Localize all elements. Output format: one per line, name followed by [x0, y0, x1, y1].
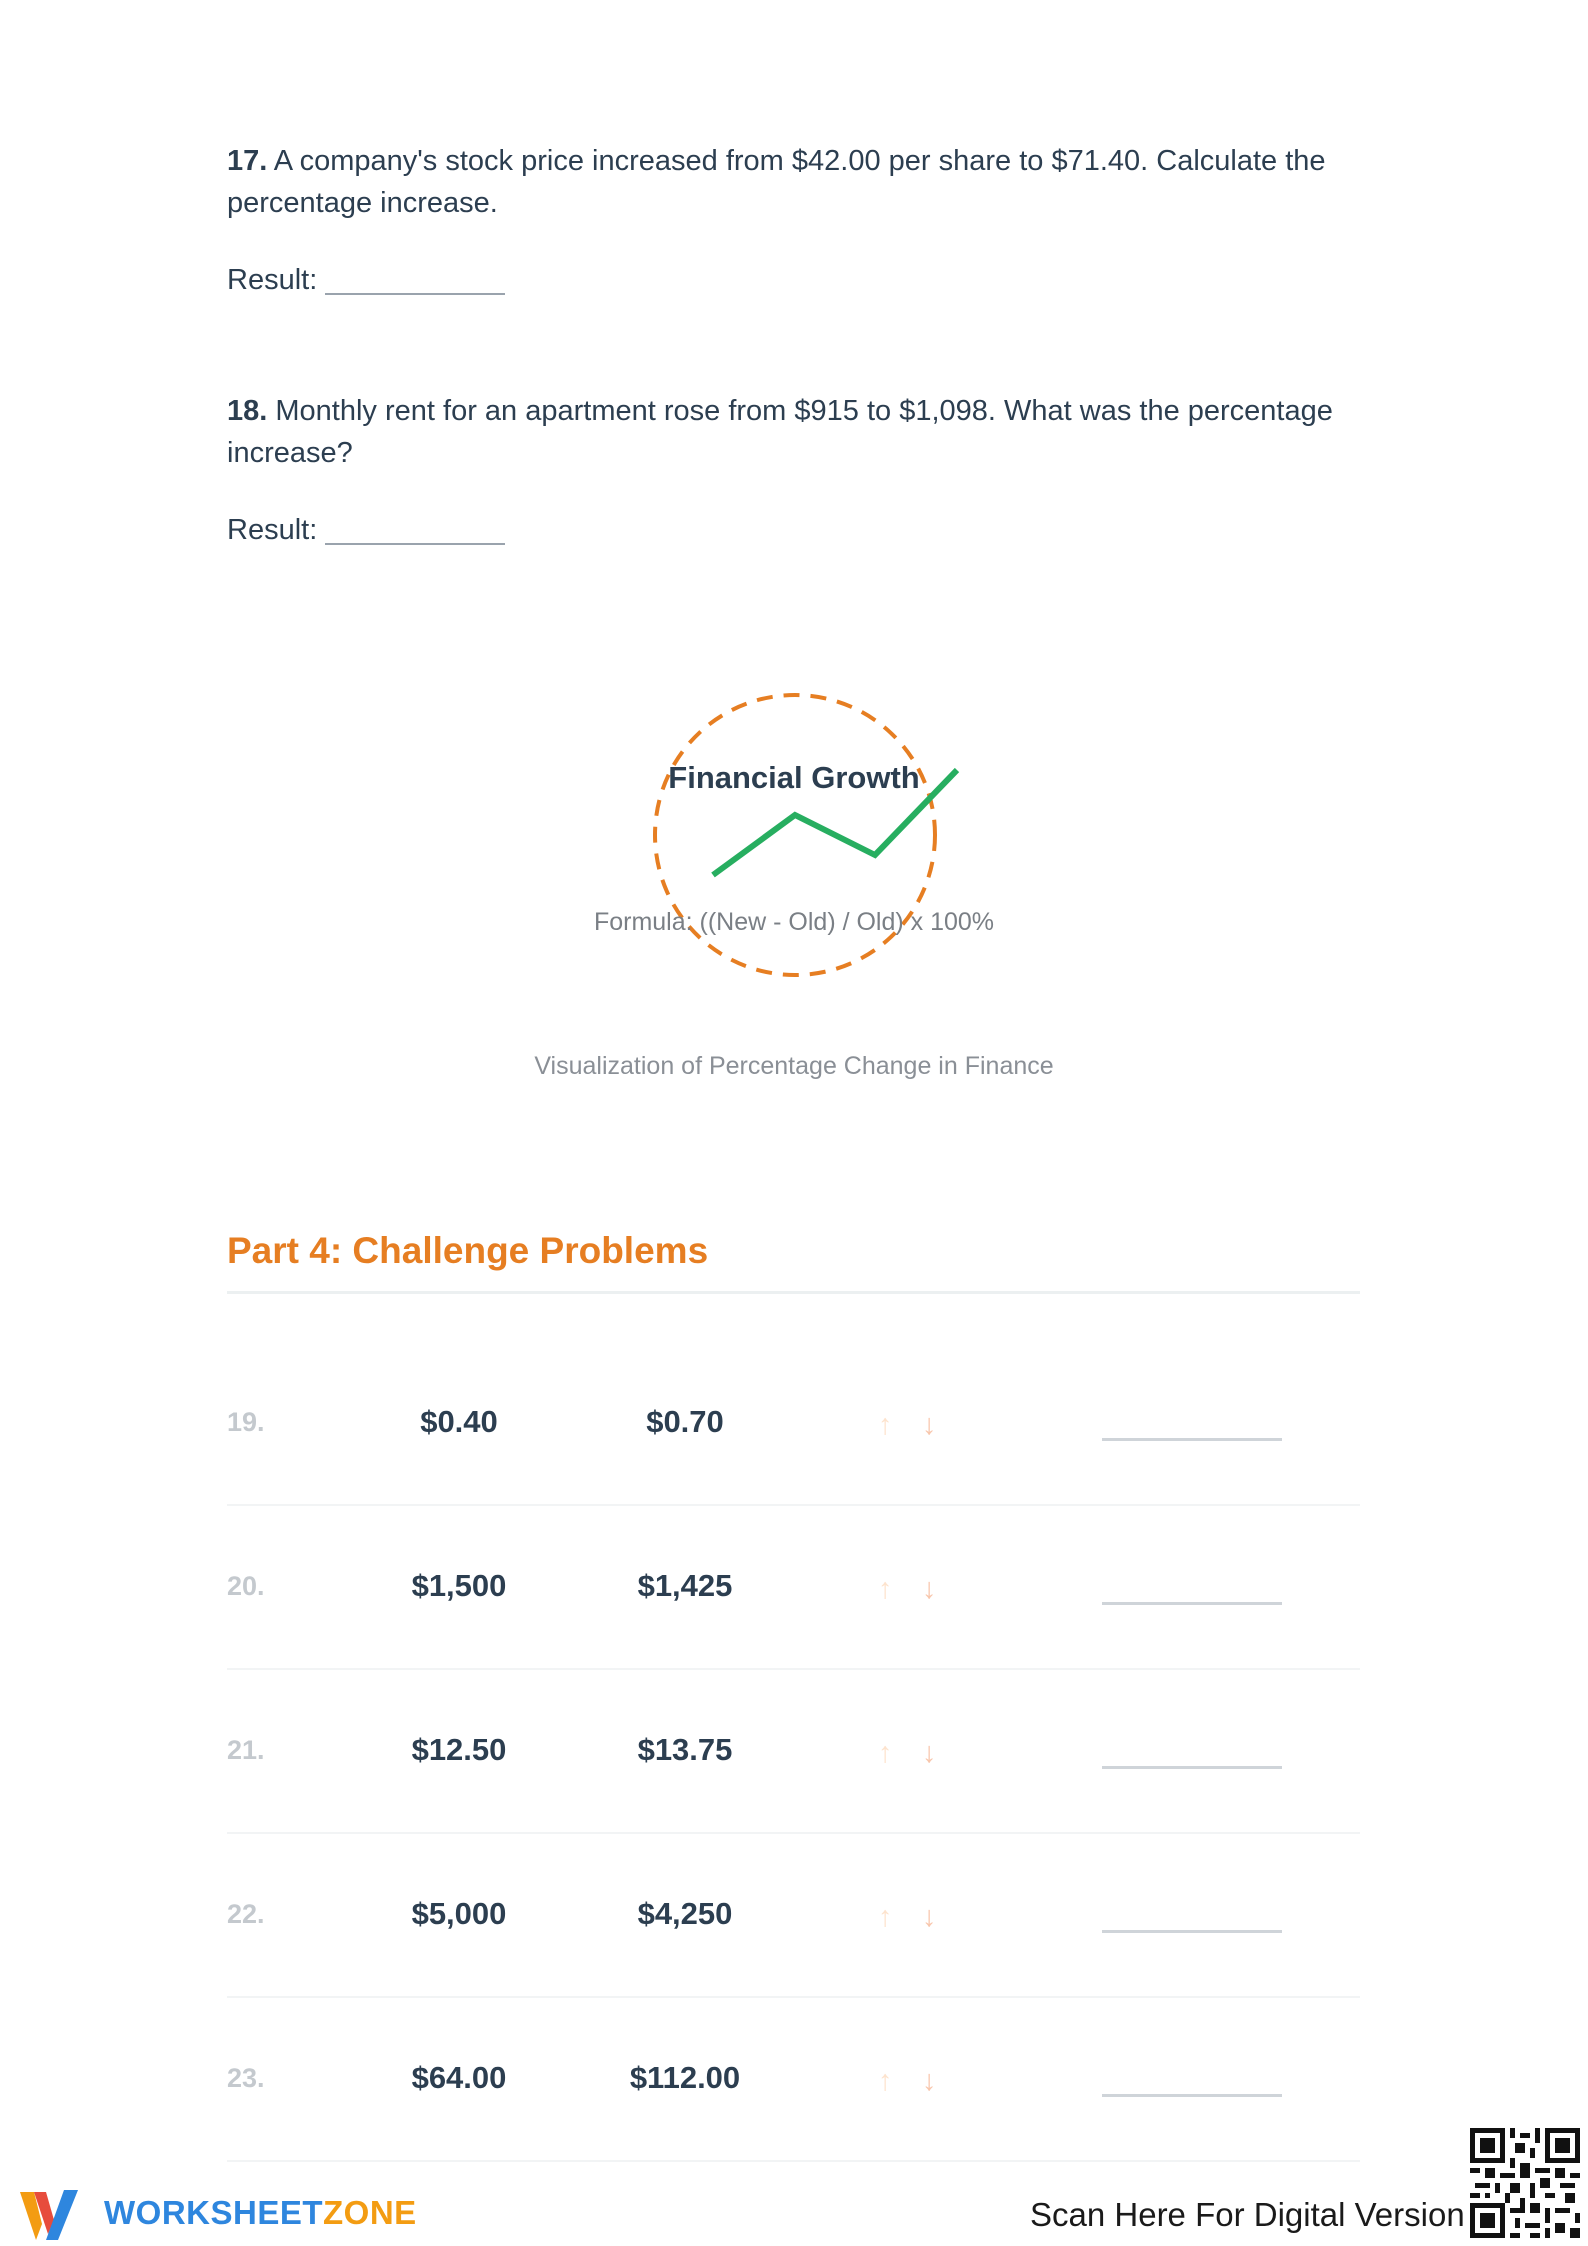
answer-line[interactable] — [1102, 2094, 1282, 2097]
arrow-down-icon[interactable]: ↓ — [922, 1409, 937, 1441]
new-value: $0.70 — [646, 1404, 724, 1439]
row-number: 23. — [227, 2063, 265, 2093]
growth-illustration — [0, 680, 1588, 1000]
arrow-up-icon[interactable]: ↑ — [878, 1573, 893, 1605]
row-number: 19. — [227, 1407, 265, 1437]
new-value: $1,425 — [637, 1568, 733, 1603]
new-value: $112.00 — [629, 2060, 741, 2095]
result-label: Result: — [227, 514, 318, 546]
financial-growth-graphic — [0, 680, 1588, 1000]
question-17 — [227, 140, 1367, 224]
qr-code-icon[interactable] — [1470, 2128, 1580, 2238]
table-row — [227, 1340, 1360, 1506]
table-row — [227, 1504, 1360, 1670]
result-18 — [227, 512, 505, 548]
new-value: $4,250 — [637, 1896, 733, 1931]
arrow-down-icon[interactable]: ↓ — [922, 1737, 937, 1769]
question-number: 17. — [227, 145, 268, 177]
old-value: $64.00 — [411, 2060, 507, 2095]
result-17 — [227, 262, 505, 298]
table-row — [227, 1996, 1360, 2162]
graphic-formula: Formula: ((New - Old) / Old) x 100% — [593, 908, 995, 936]
result-label: Result: — [227, 264, 318, 296]
section-title: Part 4: Challenge Problems — [227, 1230, 709, 1271]
table-row — [227, 1832, 1360, 1998]
question-text: A company's stock price increased from $42.00 per share to $71.40. Calculate the percentage increase. — [227, 145, 1326, 219]
row-number: 20. — [227, 1571, 265, 1601]
graphic-caption: Visualization of Percentage Change in Finance — [534, 1052, 1054, 1080]
old-value: $1,500 — [411, 1568, 507, 1603]
graphic-title: Financial Growth — [668, 760, 920, 795]
answer-line[interactable] — [1102, 1930, 1282, 1933]
old-value: $5,000 — [411, 1896, 507, 1931]
arrow-down-icon[interactable]: ↓ — [922, 1901, 937, 1933]
arrow-up-icon[interactable]: ↑ — [878, 1901, 893, 1933]
answer-line[interactable] — [325, 293, 505, 295]
question-text: Monthly rent for an apartment rose from $915 to $1,098. What was the percentage increase? — [227, 395, 1333, 469]
old-value: $0.40 — [420, 1404, 498, 1439]
arrow-up-icon[interactable]: ↑ — [878, 2065, 893, 2097]
answer-line[interactable] — [1102, 1438, 1282, 1441]
arrow-down-icon[interactable]: ↓ — [922, 1573, 937, 1605]
row-number: 22. — [227, 1899, 265, 1929]
logo-w-icon — [18, 2184, 92, 2242]
arrow-up-icon[interactable]: ↑ — [878, 1409, 893, 1441]
question-18 — [227, 390, 1367, 474]
arrow-up-icon[interactable]: ↑ — [878, 1737, 893, 1769]
answer-line[interactable] — [1102, 1602, 1282, 1605]
logo-text: WORKSHEETZONE — [104, 2194, 417, 2231]
question-number: 18. — [227, 395, 268, 427]
section-divider — [227, 1291, 1360, 1294]
scan-text: Scan Here For Digital Version — [1030, 2196, 1465, 2233]
old-value: $12.50 — [411, 1732, 507, 1767]
answer-line[interactable] — [1102, 1766, 1282, 1769]
table-row — [227, 1668, 1360, 1834]
answer-line[interactable] — [325, 543, 505, 545]
worksheetzone-logo[interactable] — [18, 2184, 417, 2242]
arrow-down-icon[interactable]: ↓ — [922, 2065, 937, 2097]
row-number: 21. — [227, 1735, 265, 1765]
new-value: $13.75 — [637, 1732, 733, 1767]
